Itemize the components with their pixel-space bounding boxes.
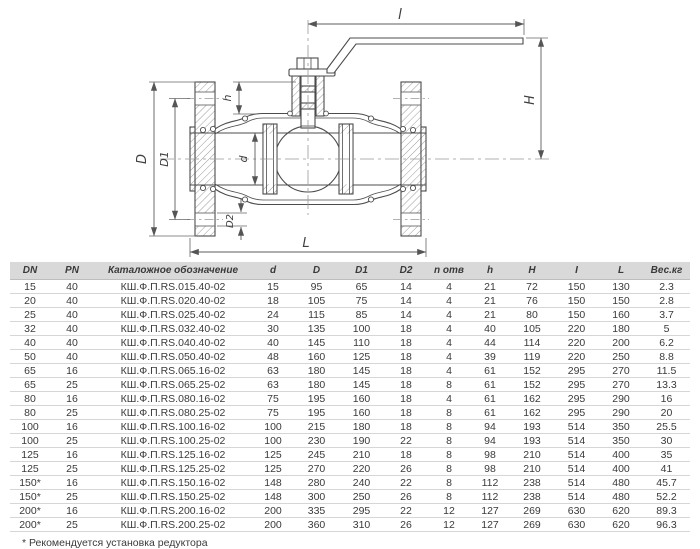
column-header-4: D [294,262,339,280]
table-cell: 4 [428,308,470,322]
table-cell: 30 [643,434,690,448]
table-cell: 100 [10,434,50,448]
table-cell: 61 [470,392,510,406]
table-cell: 16 [50,476,94,490]
column-header-2: Каталожное обозначение [94,262,252,280]
table-row [10,476,690,490]
table-cell: 8.8 [643,350,690,364]
table-cell: 94 [470,420,510,434]
table-cell: 4 [428,364,470,378]
table-cell: 250 [339,490,384,504]
table-cell: 8 [428,434,470,448]
table-cell: 220 [554,350,599,364]
table-cell: 4 [428,336,470,350]
table-cell: 160 [339,406,384,420]
table-cell: КШ.Ф.П.RS.200.25-02 [94,518,252,532]
table-cell: 25 [50,406,94,420]
table-cell: 13.3 [643,378,690,392]
table-cell: КШ.Ф.П.RS.025.40-02 [94,308,252,322]
table-row [10,294,690,308]
table-cell: 98 [470,462,510,476]
table-cell: 240 [339,476,384,490]
table-cell: 480 [599,490,643,504]
dim-label-d: d [237,155,250,163]
table-cell: КШ.Ф.П.RS.032.40-02 [94,322,252,336]
table-cell: 135 [294,322,339,336]
table-cell: КШ.Ф.П.RS.200.16-02 [94,504,252,518]
table-cell: 22 [384,476,428,490]
table-cell: 25.5 [643,420,690,434]
table-cell: 25 [50,434,94,448]
table-cell: 193 [510,420,554,434]
table-row [10,364,690,378]
column-header-7: n отв [428,262,470,280]
table-cell: 61 [470,406,510,420]
table-cell: КШ.Ф.П.RS.015.40-02 [94,280,252,294]
table-cell: 150 [554,294,599,308]
table-cell: 26 [384,518,428,532]
table-cell: 18 [384,392,428,406]
table-cell: 4 [428,294,470,308]
table-cell: 48 [252,350,294,364]
table-cell: 270 [599,364,643,378]
table-cell: 150 [599,294,643,308]
table-cell: 210 [339,448,384,462]
table-cell: 61 [470,378,510,392]
table-cell: 145 [339,364,384,378]
table-cell: 2.3 [643,280,690,294]
table-cell: 270 [294,462,339,476]
table-cell: 400 [599,462,643,476]
table-cell: 360 [294,518,339,532]
table-cell: 16 [50,392,94,406]
table-cell: 127 [470,504,510,518]
table-cell: 193 [510,434,554,448]
table-cell: 18 [384,406,428,420]
valve-technical-drawing [0,0,700,262]
table-cell: 630 [554,504,599,518]
ball-valve-section-drawing [0,0,700,262]
table-cell: 145 [339,378,384,392]
table-cell: 514 [554,476,599,490]
table-cell: 148 [252,476,294,490]
table-cell: 40 [252,336,294,350]
table-cell: 12 [428,518,470,532]
dim-bore [237,133,255,185]
table-cell: 150 [554,280,599,294]
table-cell: 100 [252,420,294,434]
table-cell: 100 [339,322,384,336]
dim-label-H: H [523,95,538,105]
dim-build-length [190,236,426,257]
table-cell: КШ.Ф.П.RS.080.25-02 [94,406,252,420]
table-cell: 295 [339,504,384,518]
table-cell: 95 [294,280,339,294]
table-cell: 26 [384,462,428,476]
table-cell: 620 [599,518,643,532]
table-cell: 350 [599,434,643,448]
table-cell: 40 [50,308,94,322]
table-header-row [10,262,690,280]
table-cell: 85 [339,308,384,322]
table-row [10,406,690,420]
table-cell: 125 [339,350,384,364]
table-cell: 25 [50,518,94,532]
table-body [10,280,690,532]
table-cell: 4 [428,350,470,364]
table-cell: 4 [428,322,470,336]
table-row [10,280,690,294]
table-cell: 100 [252,434,294,448]
table-cell: 63 [252,378,294,392]
table-cell: 480 [599,476,643,490]
table-cell: 2.8 [643,294,690,308]
table-cell: 16 [50,504,94,518]
table-cell: 110 [339,336,384,350]
table-cell: 8 [428,378,470,392]
stem-nut [297,58,318,69]
dim-height [523,38,548,159]
table-cell: КШ.Ф.П.RS.125.25-02 [94,462,252,476]
table-row [10,420,690,434]
table-cell: 6.2 [643,336,690,350]
column-header-11: L [599,262,643,280]
handle-lever [327,38,523,73]
table-cell: 180 [599,322,643,336]
table-cell: 160 [294,350,339,364]
table-cell: 52.2 [643,490,690,504]
table-cell: 18 [384,350,428,364]
table-cell: 514 [554,434,599,448]
table-cell: 220 [554,322,599,336]
table-row [10,518,690,532]
dim-bolt-hole [217,199,247,240]
table-cell: 26 [384,490,428,504]
table-cell: 41 [643,462,690,476]
table-cell: 238 [510,490,554,504]
column-header-8: h [470,262,510,280]
table-cell: 40 [50,350,94,364]
table-cell: 89.3 [643,504,690,518]
table-cell: 18 [384,322,428,336]
table-row [10,490,690,504]
column-header-3: d [252,262,294,280]
table-cell: 200* [10,518,50,532]
table-row [10,448,690,462]
dim-label-D: D [135,153,150,165]
dim-label-L: L [302,236,310,251]
table-cell: 119 [510,350,554,364]
table-row [10,308,690,322]
table-cell: 400 [599,448,643,462]
table-row [10,322,690,336]
table-cell: 514 [554,448,599,462]
table-cell: 15 [252,280,294,294]
table-cell: 215 [294,420,339,434]
table-cell: 195 [294,392,339,406]
centerlines [160,20,552,215]
table-cell: 150* [10,476,50,490]
table-cell: 295 [554,406,599,420]
table-cell: 76 [510,294,554,308]
table-cell: 65 [10,378,50,392]
table-cell: 514 [554,490,599,504]
table-cell: 8 [428,406,470,420]
table-cell: 100 [10,420,50,434]
dimensions-table [10,262,690,532]
table-cell: КШ.Ф.П.RS.040.40-02 [94,336,252,350]
dim-label-D2: D2 [225,213,236,229]
table-cell: 295 [554,378,599,392]
table-cell: 18 [384,378,428,392]
table-cell: 50 [10,350,50,364]
table-cell: 105 [294,294,339,308]
table-cell: 80 [510,308,554,322]
dim-handle-length [308,7,524,35]
table-cell: 75 [252,392,294,406]
table-cell: 310 [339,518,384,532]
table-cell: 250 [599,350,643,364]
table-cell: 195 [294,406,339,420]
table-cell: 22 [384,504,428,518]
table-cell: КШ.Ф.П.RS.100.16-02 [94,420,252,434]
table-cell: 127 [470,518,510,532]
table-cell: 80 [10,392,50,406]
table-cell: 8 [428,420,470,434]
table-row [10,350,690,364]
table-cell: 8 [428,448,470,462]
table-cell: КШ.Ф.П.RS.125.16-02 [94,448,252,462]
table-cell: 40 [470,322,510,336]
table-cell: 162 [510,406,554,420]
table-cell: 112 [470,490,510,504]
table-cell: 40 [50,294,94,308]
table-cell: 150 [554,308,599,322]
table-cell: 65 [339,280,384,294]
table-cell: КШ.Ф.П.RS.080.16-02 [94,392,252,406]
table-cell: 105 [510,322,554,336]
table-cell: 130 [599,280,643,294]
table-cell: 35 [643,448,690,462]
table-cell: 8 [428,476,470,490]
table-cell: 98 [470,448,510,462]
table-cell: 16 [50,364,94,378]
table-cell: 18 [384,448,428,462]
column-header-9: H [510,262,554,280]
table-cell: 200 [252,504,294,518]
table-cell: 30 [252,322,294,336]
table-cell: 269 [510,518,554,532]
table-cell: 40 [50,322,94,336]
table-cell: 200 [599,336,643,350]
table-cell: 40 [10,336,50,350]
column-header-12: Вес.кг [643,262,690,280]
table-cell: 80 [10,406,50,420]
table-cell: 44 [470,336,510,350]
table-header [10,262,690,280]
dim-stem-height [221,82,296,114]
table-cell: 16 [50,420,94,434]
table-cell: 75 [252,406,294,420]
table-cell: 18 [384,420,428,434]
table-cell: 269 [510,504,554,518]
table-cell: 180 [294,364,339,378]
table-cell: 145 [294,336,339,350]
table-cell: 40 [50,336,94,350]
table-cell: 160 [599,308,643,322]
table-cell: 125 [252,462,294,476]
table-cell: 238 [510,476,554,490]
table-cell: 20 [643,406,690,420]
table-cell: КШ.Ф.П.RS.020.40-02 [94,294,252,308]
table-cell: 11.5 [643,364,690,378]
table-cell: КШ.Ф.П.RS.050.40-02 [94,350,252,364]
table-row [10,336,690,350]
table-cell: 40 [50,280,94,294]
table-cell: 8 [428,462,470,476]
table-cell: 14 [384,294,428,308]
table-cell: 25 [50,378,94,392]
table-cell: 200* [10,504,50,518]
table-cell: 514 [554,462,599,476]
table-cell: 4 [428,392,470,406]
table-cell: 335 [294,504,339,518]
table-cell: 5 [643,322,690,336]
table-row [10,392,690,406]
table-cell: 32 [10,322,50,336]
table-cell: 45.7 [643,476,690,490]
dim-label-D1: D1 [158,151,171,167]
table-cell: 290 [599,406,643,420]
table-cell: 14 [384,280,428,294]
table-cell: 14 [384,308,428,322]
table-cell: 12 [428,504,470,518]
table-cell: 20 [10,294,50,308]
table-cell: 295 [554,392,599,406]
column-header-1: PN [50,262,94,280]
table-cell: 160 [339,392,384,406]
table-cell: 125 [10,448,50,462]
table-cell: 65 [10,364,50,378]
column-header-5: D1 [339,262,384,280]
column-header-10: I [554,262,599,280]
table-cell: 190 [339,434,384,448]
table-cell: 25 [50,490,94,504]
table-cell: 300 [294,490,339,504]
table-cell: 25 [10,308,50,322]
table-cell: 295 [554,364,599,378]
table-cell: 25 [50,462,94,476]
table-cell: 245 [294,448,339,462]
table-cell: 72 [510,280,554,294]
table-cell: 21 [470,280,510,294]
table-cell: 220 [554,336,599,350]
table-cell: 210 [510,462,554,476]
table-cell: 15 [10,280,50,294]
table-cell: 115 [294,308,339,322]
table-cell: 4 [428,280,470,294]
table-row [10,462,690,476]
table-cell: 22 [384,434,428,448]
footnote: * Рекомендуется установка редуктора [22,537,208,549]
table-cell: 24 [252,308,294,322]
table-cell: 112 [470,476,510,490]
column-header-0: DN [10,262,50,280]
table-cell: 630 [554,518,599,532]
table-cell: 210 [510,448,554,462]
table-cell: 230 [294,434,339,448]
table-cell: 63 [252,364,294,378]
table-cell: 94 [470,434,510,448]
table-cell: 3.7 [643,308,690,322]
table-cell: 18 [384,364,428,378]
table-cell: КШ.Ф.П.RS.100.25-02 [94,434,252,448]
table-row [10,434,690,448]
table-row [10,504,690,518]
table-cell: 270 [599,378,643,392]
table-cell: 16 [50,448,94,462]
table-cell: 152 [510,378,554,392]
table-cell: 514 [554,420,599,434]
table-cell: 125 [10,462,50,476]
dim-label-l: l [398,7,402,23]
table-cell: 180 [339,420,384,434]
table-cell: 350 [599,420,643,434]
table-cell: 18 [384,336,428,350]
table-cell: 125 [252,448,294,462]
table-cell: 8 [428,490,470,504]
table-cell: 162 [510,392,554,406]
table-cell: 152 [510,364,554,378]
table-cell: 150* [10,490,50,504]
table-cell: 290 [599,392,643,406]
table-cell: 18 [252,294,294,308]
column-header-6: D2 [384,262,428,280]
table-cell: 16 [643,392,690,406]
table-cell: 180 [294,378,339,392]
table-cell: 39 [470,350,510,364]
table-cell: КШ.Ф.П.RS.065.16-02 [94,364,252,378]
table-cell: КШ.Ф.П.RS.150.16-02 [94,476,252,490]
table-cell: 148 [252,490,294,504]
table-cell: 21 [470,294,510,308]
table-cell: 200 [252,518,294,532]
table-wrapper [0,262,700,549]
table-cell: 220 [339,462,384,476]
table-cell: 61 [470,364,510,378]
table-cell: КШ.Ф.П.RS.150.25-02 [94,490,252,504]
table-cell: 75 [339,294,384,308]
table-row [10,378,690,392]
table-cell: 96.3 [643,518,690,532]
dim-label-h: h [221,94,234,102]
table-cell: 114 [510,336,554,350]
table-cell: 620 [599,504,643,518]
table-cell: 21 [470,308,510,322]
table-cell: КШ.Ф.П.RS.065.25-02 [94,378,252,392]
table-cell: 280 [294,476,339,490]
